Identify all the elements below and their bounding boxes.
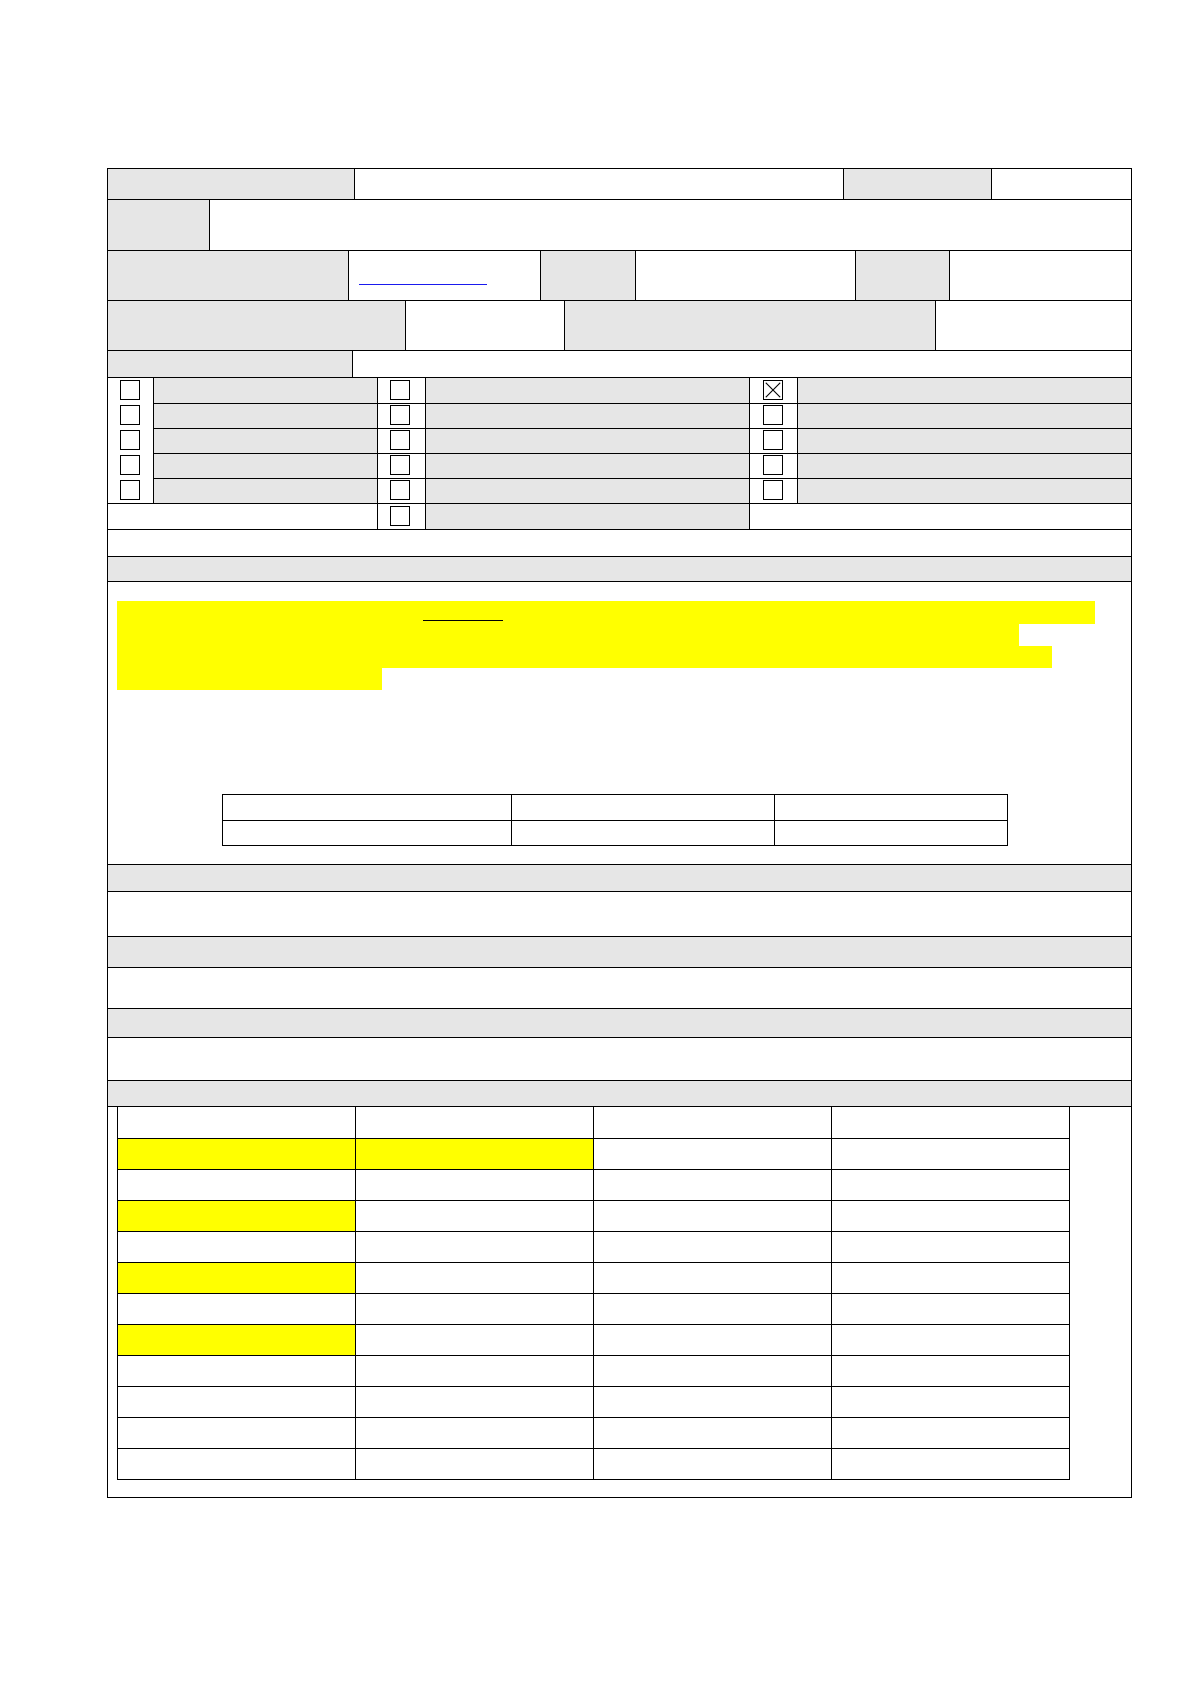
category-field[interactable] xyxy=(352,350,1131,377)
checkbox-r5c1[interactable] xyxy=(120,480,140,500)
option-label xyxy=(153,453,377,478)
blank-row xyxy=(108,529,1131,556)
header-field-2[interactable] xyxy=(991,169,1131,199)
option-label xyxy=(425,478,749,503)
table-row-divider xyxy=(118,1200,1069,1201)
table-row-divider xyxy=(118,1417,1069,1418)
option-label xyxy=(425,403,749,428)
table-row-divider xyxy=(118,1324,1069,1325)
checkbox-r4c3[interactable] xyxy=(763,455,783,475)
info-label-2 xyxy=(564,300,935,350)
option-label xyxy=(153,403,377,428)
highlighted-text-line xyxy=(117,646,1052,668)
checked-x-icon xyxy=(764,381,782,399)
header-label-2 xyxy=(843,169,991,199)
header-field-1[interactable] xyxy=(354,169,843,199)
section-header-4 xyxy=(108,1008,1131,1038)
highlighted-cell xyxy=(355,1139,593,1169)
option-label xyxy=(425,453,749,478)
contact-label xyxy=(108,250,348,300)
option-label xyxy=(153,378,377,403)
table-row-divider xyxy=(118,1138,1069,1139)
option-label xyxy=(797,453,1131,478)
underlined-word xyxy=(423,620,503,621)
checkbox-grid xyxy=(108,377,1131,529)
section-body-4[interactable] xyxy=(108,1038,1131,1080)
bottom-table xyxy=(117,1107,1070,1480)
highlighted-text-line xyxy=(117,668,382,690)
section-header-5 xyxy=(108,1080,1131,1107)
version-label xyxy=(855,250,949,300)
checkbox-r1c3[interactable] xyxy=(763,380,783,400)
option-label xyxy=(153,478,377,503)
highlighted-cell xyxy=(118,1263,355,1294)
checkbox-r4c2[interactable] xyxy=(390,455,410,475)
version-field[interactable] xyxy=(949,250,1131,300)
checkbox-r3c3[interactable] xyxy=(763,430,783,450)
checkbox-r2c1[interactable] xyxy=(120,405,140,425)
table-row-divider xyxy=(118,1355,1069,1356)
option-label xyxy=(797,478,1131,503)
checkbox-r3c2[interactable] xyxy=(390,430,410,450)
email-link[interactable] xyxy=(359,284,487,285)
category-label xyxy=(108,350,352,377)
checkbox-r5c3[interactable] xyxy=(763,480,783,500)
checkbox-r2c3[interactable] xyxy=(763,405,783,425)
table-row-divider xyxy=(118,1293,1069,1294)
checkbox-r3c1[interactable] xyxy=(120,430,140,450)
inner-table xyxy=(222,794,1008,846)
inner-table-row-divider xyxy=(223,820,1007,821)
table-row-divider xyxy=(118,1386,1069,1387)
checkbox-r5c2[interactable] xyxy=(390,480,410,500)
description-area xyxy=(108,582,1131,864)
table-row-divider xyxy=(118,1262,1069,1263)
highlighted-text-line xyxy=(117,624,1019,646)
date-field[interactable] xyxy=(635,250,855,300)
checkbox-r6c2[interactable] xyxy=(390,506,410,526)
section-header-2 xyxy=(108,864,1131,892)
title-label xyxy=(108,199,209,250)
checkbox-r4c1[interactable] xyxy=(120,455,140,475)
checkbox-r1c2[interactable] xyxy=(390,380,410,400)
option-label xyxy=(425,428,749,453)
header-label-1 xyxy=(108,169,354,199)
info-field-1[interactable] xyxy=(405,300,564,350)
section-body-2[interactable] xyxy=(108,892,1131,936)
highlighted-text-line xyxy=(117,601,1095,624)
option-label xyxy=(425,503,749,530)
highlighted-cell xyxy=(118,1139,355,1169)
table-row-divider xyxy=(118,1169,1069,1170)
option-label xyxy=(797,378,1131,403)
option-cell xyxy=(749,503,1131,530)
contact-link-field[interactable] xyxy=(348,250,540,300)
option-label xyxy=(797,428,1131,453)
table-row-divider xyxy=(118,1448,1069,1449)
option-cell xyxy=(108,503,377,530)
section-header-3 xyxy=(108,936,1131,968)
date-label xyxy=(540,250,635,300)
info-label-1 xyxy=(108,300,405,350)
option-label xyxy=(797,403,1131,428)
highlighted-cell xyxy=(118,1325,355,1356)
title-field[interactable] xyxy=(209,199,1131,250)
checkbox-r2c2[interactable] xyxy=(390,405,410,425)
section-header-description xyxy=(108,556,1131,582)
option-label xyxy=(153,428,377,453)
table-row-divider xyxy=(118,1231,1069,1232)
highlighted-cell xyxy=(118,1201,355,1232)
checkbox-r1c1[interactable] xyxy=(120,380,140,400)
info-field-2[interactable] xyxy=(935,300,1131,350)
section-body-3[interactable] xyxy=(108,968,1131,1008)
option-label xyxy=(425,378,749,403)
